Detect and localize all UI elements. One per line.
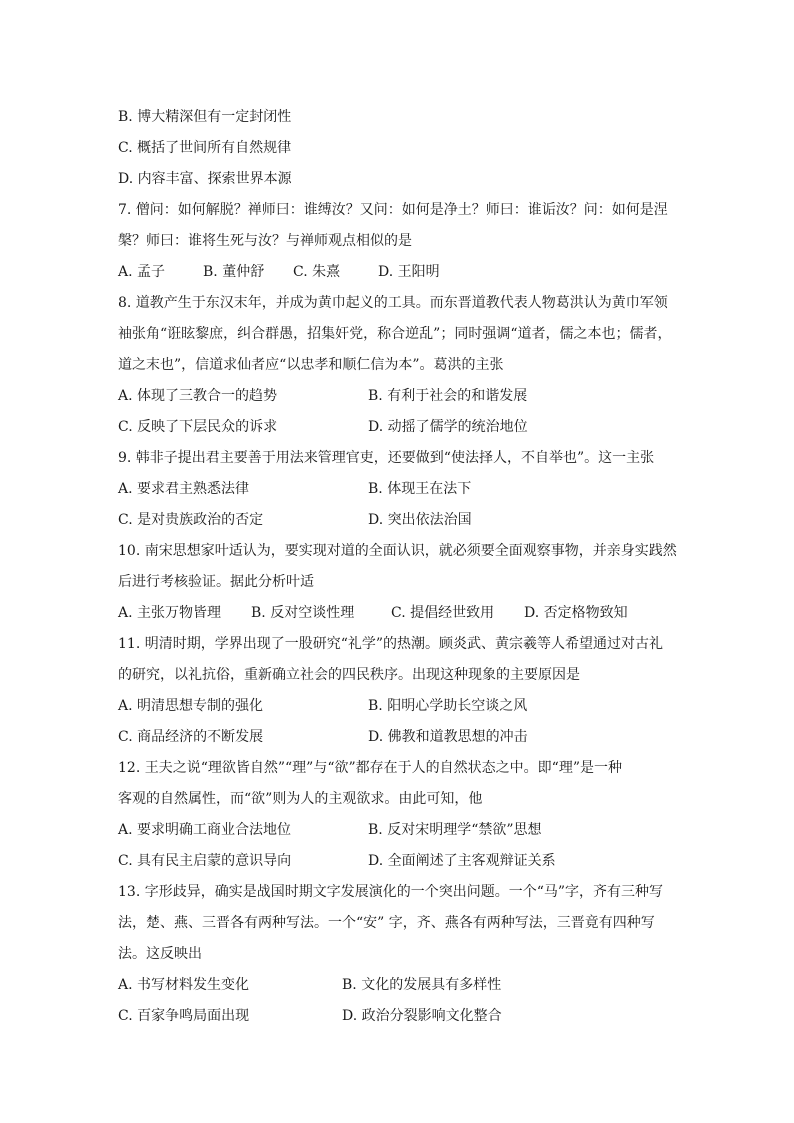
- q9-option-d: D. 突出依法治国: [368, 512, 472, 528]
- q10-options-row: [118, 598, 678, 629]
- q8-option-b: B. 有利于社会的和谐发展: [368, 388, 528, 404]
- q13-stem-line-2: 法，楚、燕、三晋各有两种写法。一个“安” 字，齐、燕各有两种写法，三晋竟有四种写: [118, 915, 655, 931]
- q7-option-b: B. 董仲舒: [203, 264, 265, 280]
- q11-option-a: A. 明清思想专制的强化: [118, 698, 264, 714]
- q8-option-d: D. 动摇了儒学的统治地位: [368, 419, 528, 435]
- q13-option-d: D. 政治分裂影响文化整合: [342, 1008, 502, 1024]
- q8-options-row-1: [118, 381, 678, 412]
- q11-option-c: C. 商品经济的不断发展: [118, 729, 264, 745]
- q10-option-a: A. 主张万物皆理: [118, 605, 222, 621]
- q10-stem-line-1: 10. 南宋思想家叶适认为，要实现对道的全面认识，就必须要全面观察事物，并亲身实践然: [118, 543, 677, 559]
- q11-option-d: D. 佛教和道教思想的冲击: [368, 729, 528, 745]
- q7-option-a: A. 孟子: [118, 264, 166, 280]
- q7-option-c: C. 朱熹: [293, 264, 341, 280]
- q8-options-row-2: [118, 412, 678, 443]
- q13-options-row-2: [118, 1001, 678, 1032]
- q10-option-c: C. 提倡经世致用: [391, 605, 495, 621]
- q12-option-a: A. 要求明确工商业合法地位: [118, 822, 292, 838]
- q8-option-a: A. 体现了三教合一的趋势: [118, 388, 278, 404]
- q7-options-row: [118, 257, 678, 288]
- q12-stem-line-1: 12. 王夫之说“理欲皆自然”“理”与“欲”都存在于人的自然状态之中。即“理”是一种: [118, 760, 622, 776]
- q11-options-row-1: [118, 691, 678, 722]
- q7-stem-line-2: 槃？师曰：谁将生死与汝？与禅师观点相似的是: [118, 233, 412, 249]
- q10-option-b: B. 反对空谈性理: [251, 605, 355, 621]
- q8-stem-line-2: 袖张角“诳眩黎庶，纠合群愚，招集奸党，称合逆乱”；同时强调“道者，儒之本也；儒者，: [118, 326, 672, 342]
- q11-stem-line-2: 的研究，以礼抗俗，重新确立社会的四民秩序。出现这种现象的主要原因是: [118, 667, 580, 683]
- q9-option-a: A. 要求君主熟悉法律: [118, 481, 250, 497]
- q12-option-b: B. 反对宋明理学“禁欲”思想: [368, 822, 542, 838]
- q12-option-d: D. 全面阐述了主客观辩证关系: [368, 853, 556, 869]
- q7-option-d: D. 王阳明: [378, 264, 440, 280]
- exam-content: [118, 102, 678, 1032]
- q11-option-b: B. 阳明心学助长空谈之风: [368, 698, 528, 714]
- q12-option-c: C. 具有民主启蒙的意识导向: [118, 853, 292, 869]
- q10-option-d: D. 否定格物致知: [524, 605, 628, 621]
- q9-options-row-1: [118, 474, 678, 505]
- q11-stem-line-1: 11. 明清时期，学界出现了一股研究“礼学”的热潮。顾炎武、黄宗羲等人希望通过对古礼: [118, 636, 664, 652]
- q12-options-row-2: [118, 846, 678, 877]
- q11-options-row-2: [118, 722, 678, 753]
- q10-stem-line-2: 后进行考核验证。据此分析叶适: [118, 574, 314, 590]
- q12-stem-line-2: 客观的自然属性，而“欲”则为人的主观欲求。由此可知，他: [118, 791, 483, 807]
- q13-stem-line-3: 法。这反映出: [118, 946, 202, 962]
- q13-option-b: B. 文化的发展具有多样性: [342, 977, 502, 993]
- q13-option-a: A. 书写材料发生变化: [118, 977, 250, 993]
- q8-option-c: C. 反映了下层民众的诉求: [118, 419, 278, 435]
- q9-options-row-2: [118, 505, 678, 536]
- q9-option-c: C. 是对贵族政治的否定: [118, 512, 264, 528]
- q13-options-row-1: [118, 970, 678, 1001]
- q6-option-b: B. 博大精深但有一定封闭性: [118, 109, 292, 125]
- q8-stem-line-3: 道之末也”，信道求仙者应“以忠孝和顺仁信为本”。葛洪的主张: [118, 357, 504, 373]
- q8-stem-line-1: 8. 道教产生于东汉末年，并成为黄巾起义的工具。而东晋道教代表人物葛洪认为黄巾军领: [118, 295, 668, 311]
- q13-stem-line-1: 13. 字形歧异，确实是战国时期文字发展演化的一个突出问题。一个“马”字，齐有三种写: [118, 884, 664, 900]
- q9-stem-line-1: 9. 韩非子提出君主要善于用法来管理官吏，还要做到“使法择人，不自举也”。这一主张: [118, 450, 655, 466]
- q6-option-c: C. 概括了世间所有自然规律: [118, 140, 292, 156]
- q6-option-d: D. 内容丰富、探索世界本源: [118, 171, 292, 187]
- q9-option-b: B. 体现王在法下: [368, 481, 472, 497]
- q12-options-row-1: [118, 815, 678, 846]
- q13-option-c: C. 百家争鸣局面出现: [118, 1008, 250, 1024]
- q7-stem-line-1: 7. 僧问：如何解脱？禅师曰：谁缚汝？又问：如何是净土？师曰：谁诟汝？问：如何是涅: [118, 202, 668, 218]
